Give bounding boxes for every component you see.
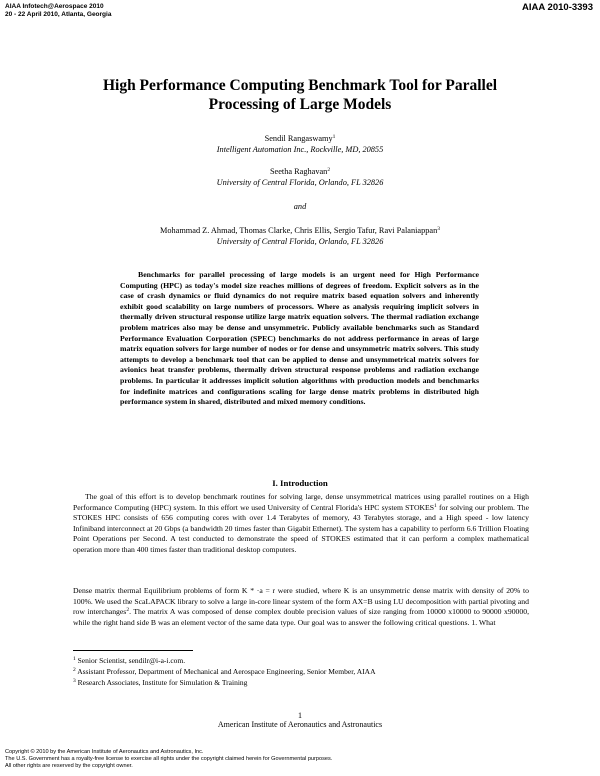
section-heading: I. Introduction [272,478,328,488]
author-2 [60,166,540,177]
footnote-1-text: Senior Scientist, sendilr@i-a-i.com. [75,656,186,665]
publisher-name: American Institute of Aeronautics and Astronautics [217,720,383,729]
conference-dates: 20 - 22 April 2010, Atlanta, Georgia [5,11,112,18]
page-number: 1 [298,711,302,720]
author-2-name: Seetha Raghavan [269,167,328,176]
intro-p1-mark: 1 [434,502,437,509]
intro-p2-text-a: Dense matrix thermal Equilibrium problems of form K * ·a = r were studied, where K is an unsymmetric dense matrix with density of 20% to 100%. We used the ScaLAPACK library to solve a large in-core linear system of the form AX=B using LU decomposition with partial pivoting and row interchanges [73,586,529,616]
intro-p2-text-b: . The matrix A was composed of dense complex double precision values of size ranging from 10000 x10000 to 90000 x90000, while the right hand side B was an element vector of the same data type. Our goal was to answer the following critical questions. 1. What [73,607,529,627]
author-3 [60,225,540,236]
footnote-3 [73,678,247,688]
author-1-name: Sendil Rangaswamy [264,134,333,143]
intro-paragraph-1 [73,492,529,555]
author-2-affiliation: University of Central Florida, Orlando, FL 32826 [216,178,384,187]
intro-p1-text-b: for solving our problem. The STOKES HPC consists of 656 computing cores with over 1.4 Terabytes of memory, 43 Terabytes storage, and a High speed - low latency Infiniband interconnect at 20 Gbps (a bandwidth 20 times faster than Gigabit Ethernet). The system has a capability to perform 6.6 Trillion Floating Point Operations per Second. A test conducted to demonstrate the speed of STOKES estimated that it can perform a complex mathematical operation more than 400 times faster than traditional desktop computers. [73,502,529,554]
copyright-line-3: All other rights are reserved by the copyright owner. [5,763,133,770]
copyright-line-1: Copyright © 2010 by the American Institute of Aeronautics and Astronautics, Inc. [5,749,204,755]
footnote-2-text: Assistant Professor, Department of Mechanical and Aerospace Engineering, Senior Member, AIAA [75,667,376,676]
authors-conjunction: and [293,202,307,211]
author-2-mark: 2 [327,167,331,173]
intro-p1-text-a: The goal of this effort is to develop benchmark routines for solving large, dense unsymmetrical matrices using parallel routines on a High Performance Computing (HPC) system. In this effort we used University of Central Florida's HPC system STOKES [73,492,529,512]
author-1-mark: 1 [332,134,336,140]
conference-header [5,3,111,19]
intro-paragraph-2 [73,586,529,628]
copyright-notice [5,749,332,771]
title-line-2: Processing of Large Models [208,96,392,113]
paper-id: AIAA 2010-3393 [522,2,593,13]
author-3-mark: 3 [437,226,440,232]
footnote-1 [73,656,185,666]
abstract: Benchmarks for parallel processing of large models is an urgent need for High Performance Computing (HPC) as today's model size reaches millions of degrees of freedom. Explicit solvers as in the case of crash dynamics or fluid dynamics do not require matrix based equation solvers and inherently exhibit good scalability on large numbers of processors. Where as analysis requiring implicit solvers in thermally driven structural response utilize large matrix equation solvers. The thermal radiation exchange problem matrices also may be dense and unsymmetric. Publicly available benchmarks such as Standard Performance Evaluation Corporation (SPEC) benchmarks do not address performance in areas of large matrix equation solvers for large number of nodes or for dense and unsymmetric matrix solvers. This study attempts to develop a benchmark tool that can be applied to dense and unsymmetrical matrix solvers for avionics heat transfer problems, thermally driven structural response problems and radiation exchange problems. In particular it addresses implicit solution algorithms with production models and benchmarks for indefinite matrices and configurations scaling for large dense matrix problems in distributed high performance system in shared, distributed and mixed memory conditions. [120,270,479,407]
author-1-affiliation: Intelligent Automation Inc., Rockville, MD, 20855 [216,145,384,154]
title-line-1: High Performance Computing Benchmark Tool for Parallel [102,77,498,94]
author-3-affiliation: University of Central Florida, Orlando, FL 32826 [216,237,384,246]
footnote-2-mark: 2 [73,667,76,673]
conference-name: AIAA Infotech@Aerospace 2010 [5,3,104,10]
footnote-2 [73,667,376,677]
copyright-line-2: The U.S. Government has a royalty-free license to exercise all rights under the copyright claimed herein for Governmental purposes. [5,756,333,763]
author-3-names: Mohammad Z. Ahmad, Thomas Clarke, Chris Ellis, Sergio Tafur, Ravi Palaniappan [160,226,438,235]
footnote-1-mark: 1 [73,656,76,662]
footnote-3-text: Research Associates, Institute for Simulation & Training [75,678,248,687]
paper-title [40,76,560,114]
footnote-divider [73,650,193,651]
footnote-3-mark: 3 [73,678,76,684]
author-1 [60,133,540,144]
intro-p2-mark: 2 [126,607,130,613]
